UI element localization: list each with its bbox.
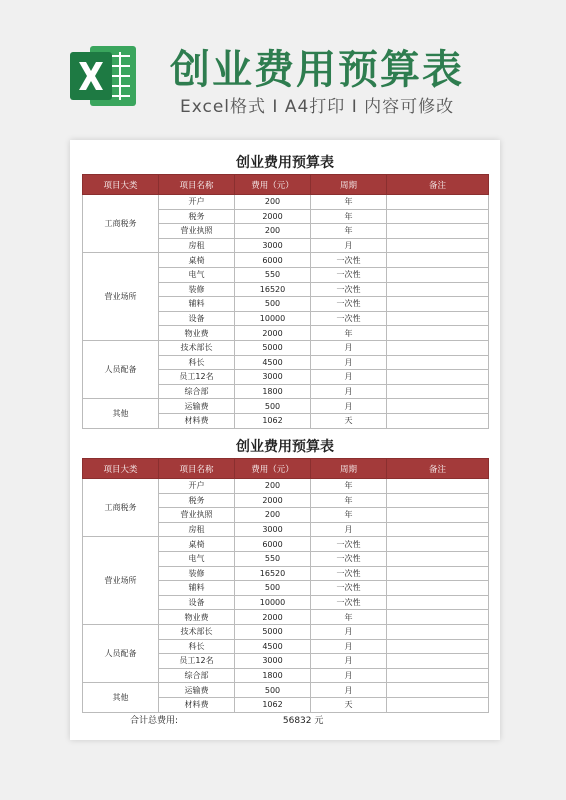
note-cell [387,639,489,654]
period-cell: 一次性 [311,282,387,297]
period-cell: 月 [311,238,387,253]
cost-cell: 4500 [235,639,311,654]
budget-table-2 [82,458,489,713]
period-cell: 月 [311,639,387,654]
period-cell: 一次性 [311,581,387,596]
note-cell [387,537,489,552]
period-cell: 月 [311,683,387,698]
table-row [83,683,489,698]
cost-cell: 1800 [235,668,311,683]
note-cell [387,508,489,523]
item-name-cell: 营业执照 [159,508,235,523]
page-subtitle: Excel格式 I A4打印 I 内容可修改 [180,97,455,117]
column-header: 备注 [387,175,489,195]
note-cell [387,683,489,698]
cost-cell: 1800 [235,384,311,399]
item-name-cell: 辅料 [159,581,235,596]
column-header: 费用（元） [235,175,311,195]
note-cell [387,209,489,224]
total-row [130,713,323,726]
item-name-cell: 科长 [159,355,235,370]
note-cell [387,399,489,414]
period-cell: 月 [311,340,387,355]
item-name-cell: 技术部长 [159,624,235,639]
budget-table-1 [82,174,489,429]
period-cell: 天 [311,697,387,712]
item-name-cell: 辅料 [159,297,235,312]
page-title: 创业费用预算表 [170,47,464,93]
item-name-cell: 营业执照 [159,224,235,239]
item-name-cell: 物业费 [159,326,235,341]
cost-cell: 2000 [235,209,311,224]
cost-cell: 3000 [235,238,311,253]
column-header: 周期 [311,175,387,195]
total-label: 合计总费用: [130,716,179,726]
table-row [83,253,489,268]
category-cell: 人员配备 [83,624,159,682]
period-cell: 一次性 [311,566,387,581]
period-cell: 年 [311,493,387,508]
cost-cell: 2000 [235,493,311,508]
cost-cell: 500 [235,297,311,312]
cost-cell: 500 [235,399,311,414]
item-name-cell: 税务 [159,209,235,224]
table-row [83,624,489,639]
period-cell: 月 [311,384,387,399]
category-cell: 其他 [83,399,159,428]
cost-cell: 500 [235,581,311,596]
note-cell [387,384,489,399]
cost-cell: 5000 [235,340,311,355]
category-cell: 工商税务 [83,479,159,537]
note-cell [387,493,489,508]
item-name-cell: 技术部长 [159,340,235,355]
note-cell [387,668,489,683]
cost-cell: 3000 [235,654,311,669]
cost-cell: 4500 [235,355,311,370]
note-cell [387,624,489,639]
cost-cell: 16520 [235,566,311,581]
column-header: 项目名称 [159,175,235,195]
note-cell [387,253,489,268]
cost-cell: 1062 [235,413,311,428]
cost-cell: 200 [235,195,311,210]
document-page [70,140,500,740]
item-name-cell: 材料费 [159,413,235,428]
cost-cell: 200 [235,479,311,494]
note-cell [387,595,489,610]
column-header: 费用（元） [235,459,311,479]
cost-cell: 6000 [235,537,311,552]
table-row [83,479,489,494]
note-cell [387,370,489,385]
item-name-cell: 员工12名 [159,370,235,385]
excel-logo-icon [68,40,140,112]
note-cell [387,340,489,355]
table-header-row [83,175,489,195]
note-cell [387,654,489,669]
period-cell: 一次性 [311,537,387,552]
note-cell [387,581,489,596]
period-cell: 年 [311,209,387,224]
cost-cell: 200 [235,508,311,523]
period-cell: 一次性 [311,595,387,610]
note-cell [387,224,489,239]
item-name-cell: 材料费 [159,697,235,712]
item-name-cell: 运输费 [159,683,235,698]
item-name-cell: 运输费 [159,399,235,414]
note-cell [387,297,489,312]
item-name-cell: 装修 [159,282,235,297]
note-cell [387,238,489,253]
period-cell: 月 [311,624,387,639]
note-cell [387,522,489,537]
cost-cell: 550 [235,267,311,282]
item-name-cell: 电气 [159,267,235,282]
column-header: 项目大类 [83,175,159,195]
table-row [83,340,489,355]
note-cell [387,551,489,566]
cost-cell: 10000 [235,311,311,326]
period-cell: 年 [311,326,387,341]
period-cell: 天 [311,413,387,428]
note-cell [387,282,489,297]
cost-cell: 3000 [235,370,311,385]
column-header: 备注 [387,459,489,479]
item-name-cell: 综合部 [159,668,235,683]
period-cell: 一次性 [311,311,387,326]
sheet-title-2: 创业费用预算表 [236,439,334,455]
cost-cell: 2000 [235,610,311,625]
note-cell [387,267,489,282]
item-name-cell: 物业费 [159,610,235,625]
item-name-cell: 设备 [159,311,235,326]
note-cell [387,326,489,341]
cost-cell: 5000 [235,624,311,639]
item-name-cell: 科长 [159,639,235,654]
column-header: 项目名称 [159,459,235,479]
period-cell: 一次性 [311,267,387,282]
item-name-cell: 房租 [159,238,235,253]
period-cell: 月 [311,668,387,683]
header [0,0,566,140]
note-cell [387,413,489,428]
period-cell: 月 [311,654,387,669]
item-name-cell: 税务 [159,493,235,508]
note-cell [387,697,489,712]
item-name-cell: 员工12名 [159,654,235,669]
table-row [83,195,489,210]
cost-cell: 500 [235,683,311,698]
period-cell: 一次性 [311,551,387,566]
table-header-row [83,459,489,479]
cost-cell: 10000 [235,595,311,610]
table-row [83,537,489,552]
item-name-cell: 桌椅 [159,253,235,268]
note-cell [387,195,489,210]
sheet-title-1: 创业费用预算表 [236,155,334,171]
category-cell: 人员配备 [83,340,159,398]
cost-cell: 2000 [235,326,311,341]
note-cell [387,566,489,581]
category-cell: 营业场所 [83,253,159,341]
period-cell: 年 [311,479,387,494]
period-cell: 年 [311,224,387,239]
total-value: 56832 元 [282,716,324,726]
column-header: 项目大类 [83,459,159,479]
note-cell [387,355,489,370]
cost-cell: 1062 [235,697,311,712]
item-name-cell: 综合部 [159,384,235,399]
note-cell [387,610,489,625]
period-cell: 一次性 [311,253,387,268]
period-cell: 一次性 [311,297,387,312]
category-cell: 营业场所 [83,537,159,625]
period-cell: 月 [311,355,387,370]
category-cell: 其他 [83,683,159,712]
item-name-cell: 开户 [159,195,235,210]
cost-cell: 550 [235,551,311,566]
period-cell: 年 [311,195,387,210]
item-name-cell: 开户 [159,479,235,494]
period-cell: 月 [311,399,387,414]
period-cell: 年 [311,610,387,625]
item-name-cell: 桌椅 [159,537,235,552]
cost-cell: 3000 [235,522,311,537]
period-cell: 月 [311,522,387,537]
cost-cell: 6000 [235,253,311,268]
category-cell: 工商税务 [83,195,159,253]
item-name-cell: 房租 [159,522,235,537]
period-cell: 月 [311,370,387,385]
item-name-cell: 电气 [159,551,235,566]
item-name-cell: 设备 [159,595,235,610]
table-row [83,399,489,414]
note-cell [387,311,489,326]
column-header: 周期 [311,459,387,479]
cost-cell: 16520 [235,282,311,297]
item-name-cell: 装修 [159,566,235,581]
period-cell: 年 [311,508,387,523]
note-cell [387,479,489,494]
cost-cell: 200 [235,224,311,239]
